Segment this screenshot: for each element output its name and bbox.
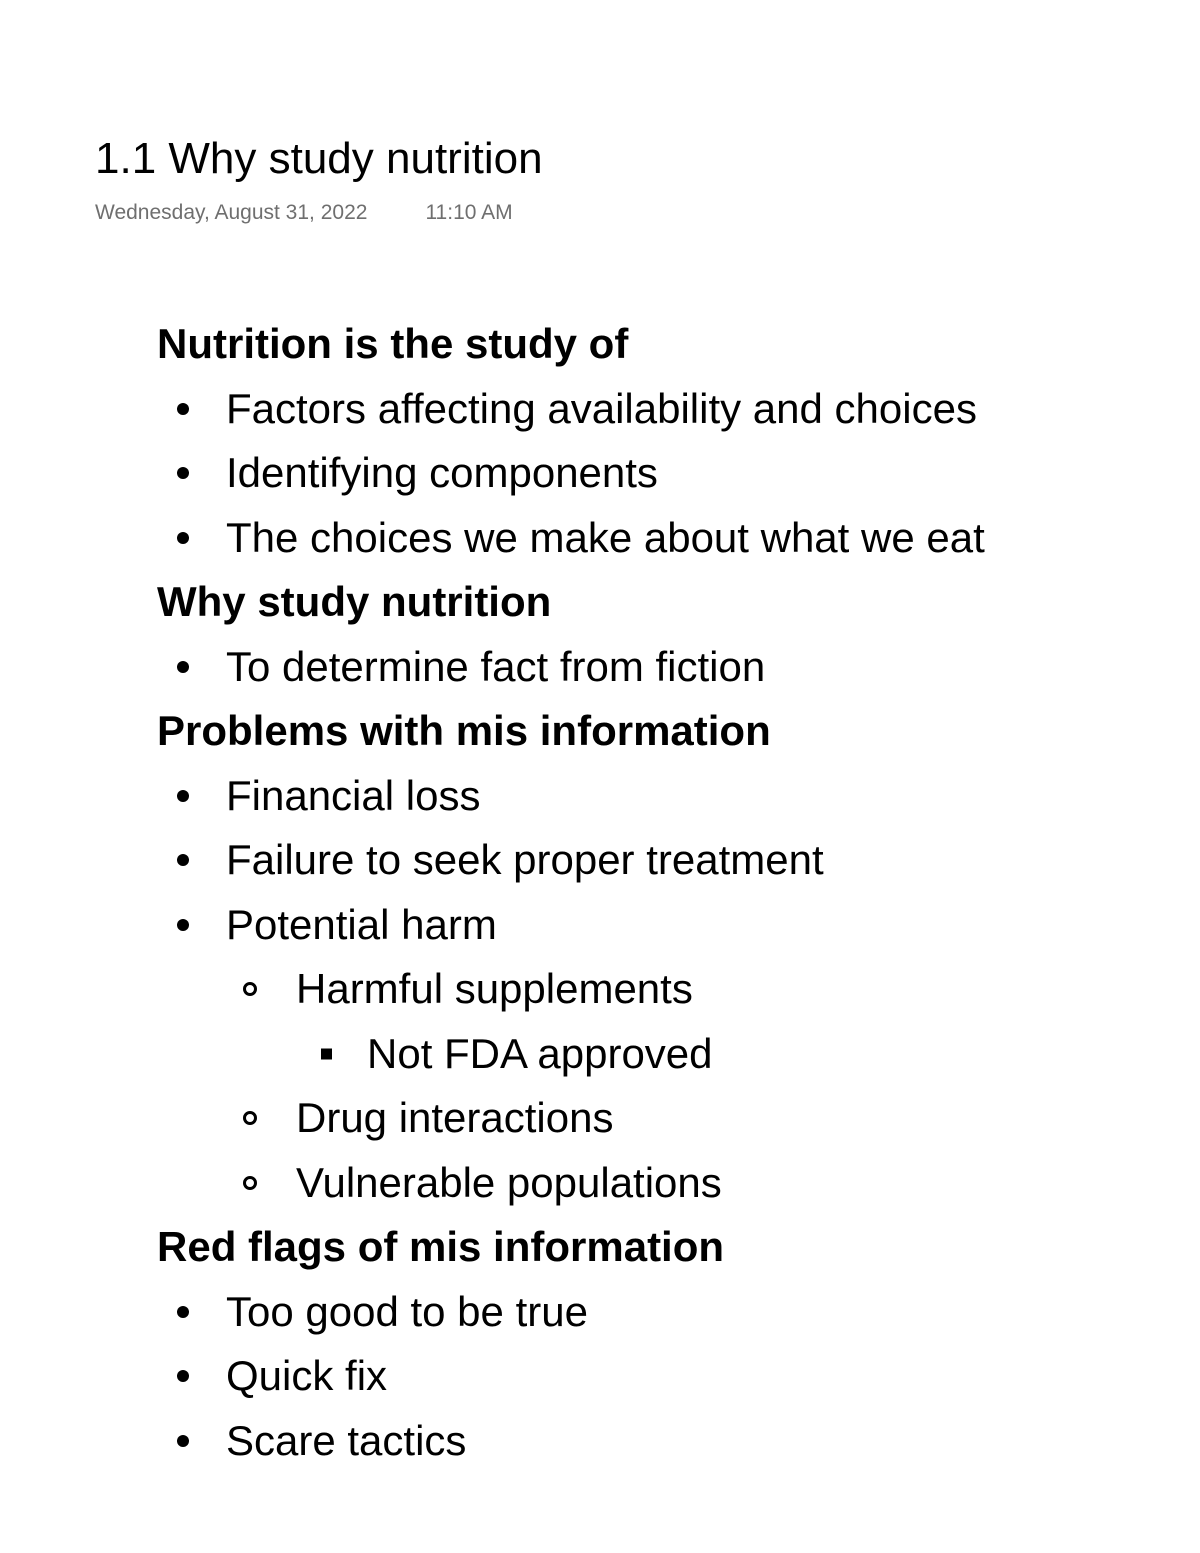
section-heading: Red flags of mis information xyxy=(157,1223,725,1270)
bullet-item xyxy=(157,893,1177,958)
bullet-item xyxy=(157,506,1177,571)
bullet-text: Too good to be true xyxy=(226,1287,588,1335)
note-body xyxy=(157,312,1177,1464)
bullet-item xyxy=(157,1344,1177,1409)
bullet-text: To determine fact from fiction xyxy=(226,642,766,690)
bullet-text: Harmful supplements xyxy=(296,965,693,1012)
bullet-item xyxy=(157,635,1177,700)
bullet-disc-icon xyxy=(177,467,189,479)
bullet-disc-icon xyxy=(177,1306,189,1318)
page-title: 1.1 Why study nutrition xyxy=(95,134,543,183)
section-heading: Problems with mis information xyxy=(157,707,771,754)
sub-bullet-item xyxy=(157,1151,1177,1216)
bullet-text: Potential harm xyxy=(226,900,497,948)
section-heading: Nutrition is the study of xyxy=(157,320,629,367)
bullet-square-icon xyxy=(321,1048,332,1059)
page-time: 11:10 AM xyxy=(425,201,513,224)
bullet-item xyxy=(157,441,1177,506)
bullet-text: Identifying components xyxy=(226,449,658,496)
bullet-text: Scare tactics xyxy=(226,1416,467,1464)
bullet-disc-icon xyxy=(177,790,189,802)
bullet-item xyxy=(157,1409,1177,1474)
bullet-text: Vulnerable populations xyxy=(296,1158,722,1206)
bullet-circle-icon xyxy=(243,1176,257,1190)
bullet-circle-icon xyxy=(243,982,257,996)
bullet-text: Drug interactions xyxy=(296,1094,614,1141)
bullet-text: Factors affecting availability and choices xyxy=(226,384,977,432)
bullet-item xyxy=(157,828,1177,893)
bullet-text: Not FDA approved xyxy=(367,1029,713,1077)
bullet-item xyxy=(157,764,1177,829)
sub-bullet-item xyxy=(157,1086,1177,1151)
bullet-circle-icon xyxy=(243,1111,257,1125)
bullet-text: Failure to seek proper treatment xyxy=(226,836,824,883)
bullet-disc-icon xyxy=(177,919,189,931)
bullet-text: The choices we make about what we eat xyxy=(226,513,985,561)
bullet-disc-icon xyxy=(177,1435,189,1447)
sub-sub-bullet-item xyxy=(157,1022,1177,1087)
bullet-text: Quick fix xyxy=(226,1352,388,1399)
bullet-disc-icon xyxy=(177,854,189,866)
section-heading: Why study nutrition xyxy=(157,578,552,625)
bullet-item xyxy=(157,377,1177,442)
bullet-disc-icon xyxy=(177,532,189,544)
bullet-disc-icon xyxy=(177,403,189,415)
page-date: Wednesday, August 31, 2022 xyxy=(95,201,368,224)
bullet-disc-icon xyxy=(177,661,189,673)
page-meta xyxy=(95,200,513,226)
bullet-disc-icon xyxy=(177,1370,189,1382)
bullet-text: Financial loss xyxy=(226,771,481,819)
bullet-item xyxy=(157,1280,1177,1345)
sub-bullet-item xyxy=(157,957,1177,1022)
